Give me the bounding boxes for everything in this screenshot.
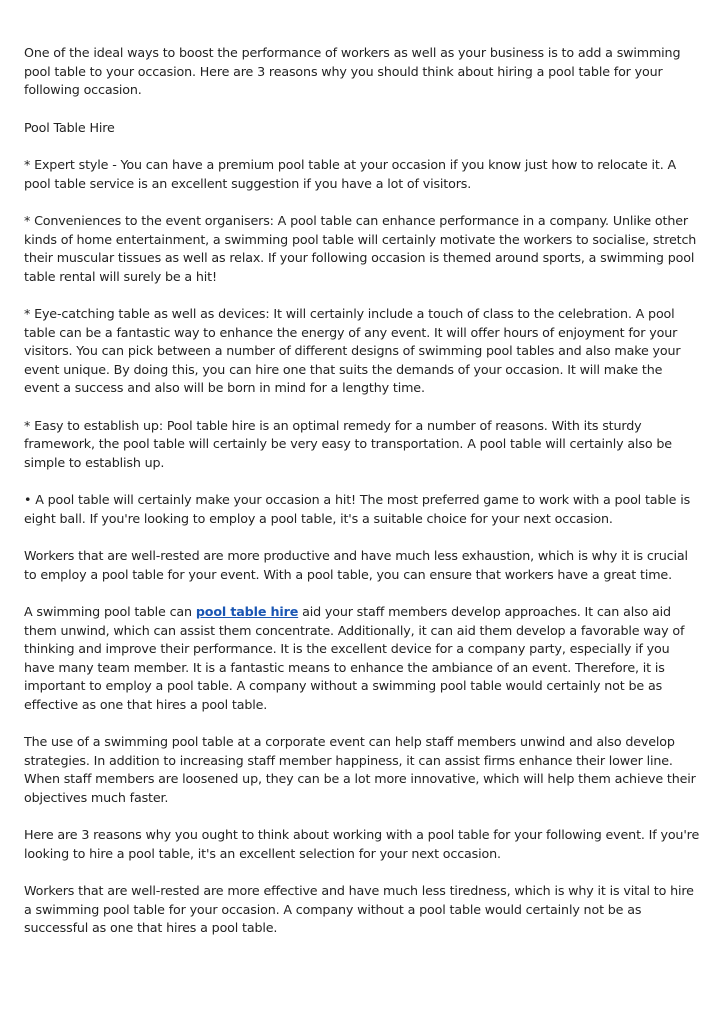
paragraph-conveniences: * Conveniences to the event organisers: A pool table can enhance performance in a company. Unlike other kinds of home entertainment, a swimming pool table will certainly motivate the workers to socialise, stretch their muscular tissues as well as relax. If your following occasion is themed around sports, a swimming pool table rental will surely be a hit! [24,213,697,284]
paragraph-intro: One of the ideal ways to boost the performance of workers as well as your business is to add a swimming pool table to your occasion. Here are 3 reasons why you should think about hiring a pool table for your following occasion. [24,45,681,97]
paragraph-three-reasons: Here are 3 reasons why you ought to think about working with a pool table for your following event. If you're looking to hire a pool table, it's an excellent selection for your next occasion. [24,827,700,861]
document-page [24,44,700,957]
paragraph-eye-catching: * Eye-catching table as well as devices: It will certainly include a touch of class to the celebration. A pool table can be a fantastic way to enhance the energy of any event. It will offer hours of enjoyment for your visitors. You can pick between a number of different designs of swimming pool tables and also make your event unique. By doing this, you can hire one that suits the demands of your occasion. It will make the event a success and also will be born in mind for a lengthy time. [24,306,681,395]
paragraph-easy-setup: * Easy to establish up: Pool table hire is an optimal remedy for a number of reasons. With its sturdy framework, the pool table will certainly be very easy to transportation. A pool table will certainly also be simple to establish up. [24,417,672,470]
paragraph-with-link [24,603,700,714]
section-heading: Pool Table Hire [24,119,115,135]
paragraph-closing: Workers that are well-rested are more effective and have much less tiredness, which is why it is vital to hire a swimming pool table for your occasion. A company without a pool table would certainly not be as successful as one that hires a pool table. [24,883,694,935]
paragraph-occasion-hit: • A pool table will certainly make your occasion a hit! The most preferred game to work with a pool table is eight ball. If you're looking to employ a pool table, it's a suitable choice for your next occasion. [24,492,691,526]
link-paragraph-after: aid your staff members develop approaches. It can also aid them unwind, which can assist them concentrate. Additionally, it can aid them develop a favorable way of thinking and improve their performance. It is the excellent device for a company party, especially if you have many team member. It is a fantastic means to enhance the ambiance of an event. Therefore, it is important to employ a pool table. A company without a swimming pool table would certainly not be as effective as one that hires a pool table. [24,604,685,712]
link-paragraph-before: A swimming pool table can [24,604,196,619]
paragraph-expert-style: * Expert style - You can have a premium pool table at your occasion if you know just how to relocate it. A pool table service is an excellent suggestion if you have a lot of visitors. [24,157,677,191]
paragraph-well-rested: Workers that are well-rested are more productive and have much less exhaustion, which is why it is crucial to employ a pool table for your event. With a pool table, you can ensure that workers have a great time. [24,548,688,582]
paragraph-corporate-event: The use of a swimming pool table at a corporate event can help staff members unwind and also develop strategies. In addition to increasing staff member happiness, it can assist firms enhance their lower line. When staff members are loosened up, they can be a lot more innovative, which will help them achieve their objectives much faster. [24,734,696,805]
pool-table-hire-link[interactable]: pool table hire [195,604,299,619]
